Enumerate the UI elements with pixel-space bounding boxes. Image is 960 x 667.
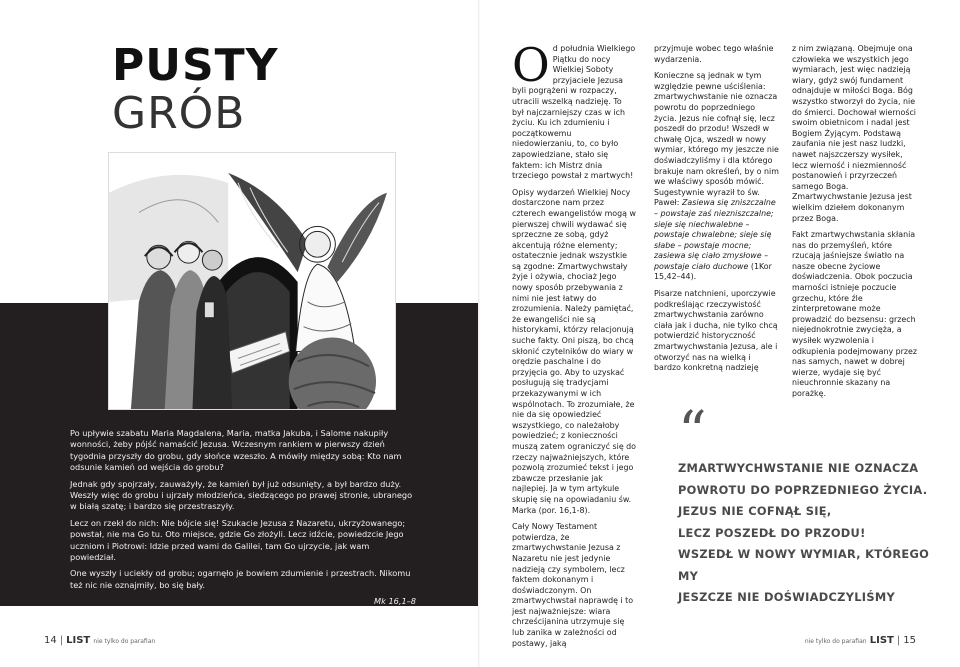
- text-column-3: [792, 44, 918, 406]
- magazine-name: LIST: [869, 635, 894, 646]
- article-paragraph: Opisy wydarzeń Wielkiej Nocy dostarczone nam przez czterech ewangelistów mogą w pierwszej chwili wydawać się sprzeczne ze sobą, gdyż akcentują różne elementy; ostatecznie jednak wszystkie są zgodne: Zmartwychwstały żyje i ożywia, chociaż Jego nowy sposób przebywania z nimi nie jest łatwy do zrozumienia. Należy pamiętać, że ewangeliści nie są historykami, którzy relacjonują suche fakty. Oni piszą, bo chcą skłonić czytelników do wiary w orędzie paschalne i do przyjęcia go. Aby to uzyskać posługują się tradycjami przekazywanymi w ich wspólnotach. To zrozumiałe, że nie da się opowiedzieć wszystkiego, co należałoby powiedzieć; z konieczności muszą zatem ograniczyć się do rzeczy najważniejszych, które pozwolą zrozumieć tekst i jego zbawcze przesłanie jak najlepiej. Ja w tym artykule skupię się na opowiadaniu św. Marka (por. 16,1-8).: [512, 187, 637, 515]
- quote-mark-icon: “: [678, 400, 707, 465]
- footer-right: nie tylko do parafian LIST | 15: [804, 635, 916, 646]
- page-number: 15: [903, 635, 916, 646]
- magazine-name: LIST: [66, 635, 91, 646]
- pull-quote-line: JESZCZE NIE DOŚWIADCZYLIŚMY: [678, 590, 896, 604]
- magazine-tagline: nie tylko do parafian: [93, 638, 156, 645]
- resurrection-icon-image: [108, 152, 396, 410]
- article-paragraph: Pisarze natchnieni, uporczywie podkreślając rzeczywistość zmartwychwstania zarówno ciała jak i ducha, nie tylko chcą potwierdzić historyczność zmartwychwstania Jezusa, ale i otworzyć nas na wielką i bardzo konkretną nadzieję: [654, 289, 778, 373]
- scripture-paragraph: One wyszły i uciekły od grobu; ogarnęło je bowiem zdumienie i przestrach. Nikomu też nic nie oznajmiły, bo się bały.: [70, 568, 411, 590]
- article-paragraph: Od południa Wielkiego Piątku do nocy Wielkiej Soboty przyjaciele Jezusa byli pogrążeni w rozpaczy, utracili wszelką nadzieję. To był najczarniejszy czas w ich życiu. Ku ich zdumieniu i początkowemu niedowierzaniu, to, co było zapowiedziane, stało się faktem: ich Mistrz dnia trzeciego powstał z martwych!: [512, 38, 636, 181]
- pull-quote-line: WSZEDŁ W NOWY WYMIAR, KTÓREGO MY: [678, 547, 930, 583]
- right-page: [480, 0, 960, 667]
- drop-cap: O: [512, 38, 550, 92]
- article-paragraph: przyjmuje wobec tego właśnie wydarzenia.: [654, 44, 774, 64]
- pull-quote-line: JEZUS NIE COFNĄŁ SIĘ,: [678, 504, 832, 518]
- article-paragraph: Cały Nowy Testament potwierdza, że zmartwychwstanie Jezusa z Nazaretu nie jest jedynie nadzieją czy symbolem, lecz faktem dokonanym i doświadczonym. On zmartwychwstał naprawdę i to jest najważniejsze: wiara chrześcijanina utrzymuje się lub zanika w zależności od postawy, jaką: [512, 522, 634, 648]
- text-column-2: [654, 44, 780, 380]
- footer-left: 14 | LIST nie tylko do parafian: [44, 635, 156, 646]
- text-column-1: [512, 38, 637, 655]
- article-paragraph: Konieczne są jednak w tym względzie pewne uściślenia: zmartwychwstanie nie oznacza powrotu do poprzedniego życia. Jezus nie cofnął się, lecz poszedł do przodu! Wszedł w chwałę Ojca, wszedł w nowy wymiar, którego my jeszcze nie doświadczyliśmy i dla którego brakuje nam określeń, by o nim we właściwy sposób mówić. Sugestywnie wyraził to św. Paweł: Zasiewa się zniszczalne – powstaje zaś niezniszczalne; sieje się niechwalebne – powstaje chwalebne; sieje się słabe – powstaje mocne; zasiewa się ciało zmysłowe – powstaje ciało duchowe (1Kor 15,42–44).: [654, 71, 779, 282]
- scripture-paragraph: Jednak gdy spojrzały, zauważyły, że kamień był już odsunięty, a był bardzo duży. Weszły więc do grobu i ujrzały młodzieńca, siedzącego po prawej stronie, ubranego w białą szatę; i bardzo się przestraszyły.: [70, 478, 413, 512]
- magazine-tagline: nie tylko do parafian: [804, 638, 867, 645]
- scripture-passage: [70, 428, 416, 608]
- scripture-paragraph: Po upływie szabatu Maria Magdalena, Maria, matka Jakuba, i Salome nakupiły wonności, żeby pójść namaścić Jezusa. Wczesnym rankiem w pierwszy dzień tygodnia przyszły do grobu, gdy słońce wzeszło. A mówiły między sobą: Kto nam odsunie kamień od wejścia do grobu?: [70, 428, 402, 473]
- pull-quote: [678, 458, 948, 609]
- article-paragraph: Fakt zmartwychwstania skłania nas do przemyśleń, które rzucają jaśniejsze światło na nasze obecne życiowe doświadczenia. Obok poczucia marności istnieje poczucie grzechu, które źle zinterpretowane może prowadzić do bezsensu: grzech niejednokrotnie zwycięża, a wysiłek wyzwolenia i odkupienia podejmowany przez nas samych, nawet w dobrej wierze, wydaje się być nieuchronnie skazany na porażkę.: [792, 230, 918, 398]
- article-title-bold: PUSTY: [112, 40, 279, 91]
- pull-quote-line: POWROTU DO POPRZEDNIEGO ŻYCIA.: [678, 482, 928, 497]
- scripture-paragraph: Lecz on rzekł do nich: Nie bójcie się! Szukacie Jezusa z Nazaretu, ukrzyżowanego; powstał, nie ma Go tu. Oto miejsce, gdzie Go złożyli. Lecz idźcie, powiedzcie Jego uczniom i Piotrowi: Idzie przed wami do Galilei, tam Go ujrzycie, jak wam powiedział.: [70, 517, 406, 563]
- article-title-light: GRÓB: [112, 88, 246, 139]
- article-paragraph: z nim związaną. Obejmuje ona człowieka we wszystkich jego wymiarach, jest więc nadzieją wiary, gdyż swój fundament odnajduje w miłości Boga. Bóg wszystko stworzył do życia, nie do śmierci. Dochował wierności swoim obietnicom i nadal jest Bogiem Żyjącym. Podstawą zaufania nie jest nasz ludzki, nawet najszczerszy wysiłek, lecz wierność i niezmienność postanowień i przyrzeczeń samego Boga. Zmartwychwstanie Jezusa jest wielkim dziełem dokonanym przez Boga.: [792, 44, 916, 223]
- scripture-reference: Mk 16,1–8: [374, 596, 416, 607]
- page-number: 14: [44, 635, 57, 646]
- pull-quote-line: ZMARTWYCHWSTANIE NIE OZNACZA: [678, 461, 919, 475]
- pull-quote-line: LECZ POSZEDŁ DO PRZODU!: [678, 525, 866, 540]
